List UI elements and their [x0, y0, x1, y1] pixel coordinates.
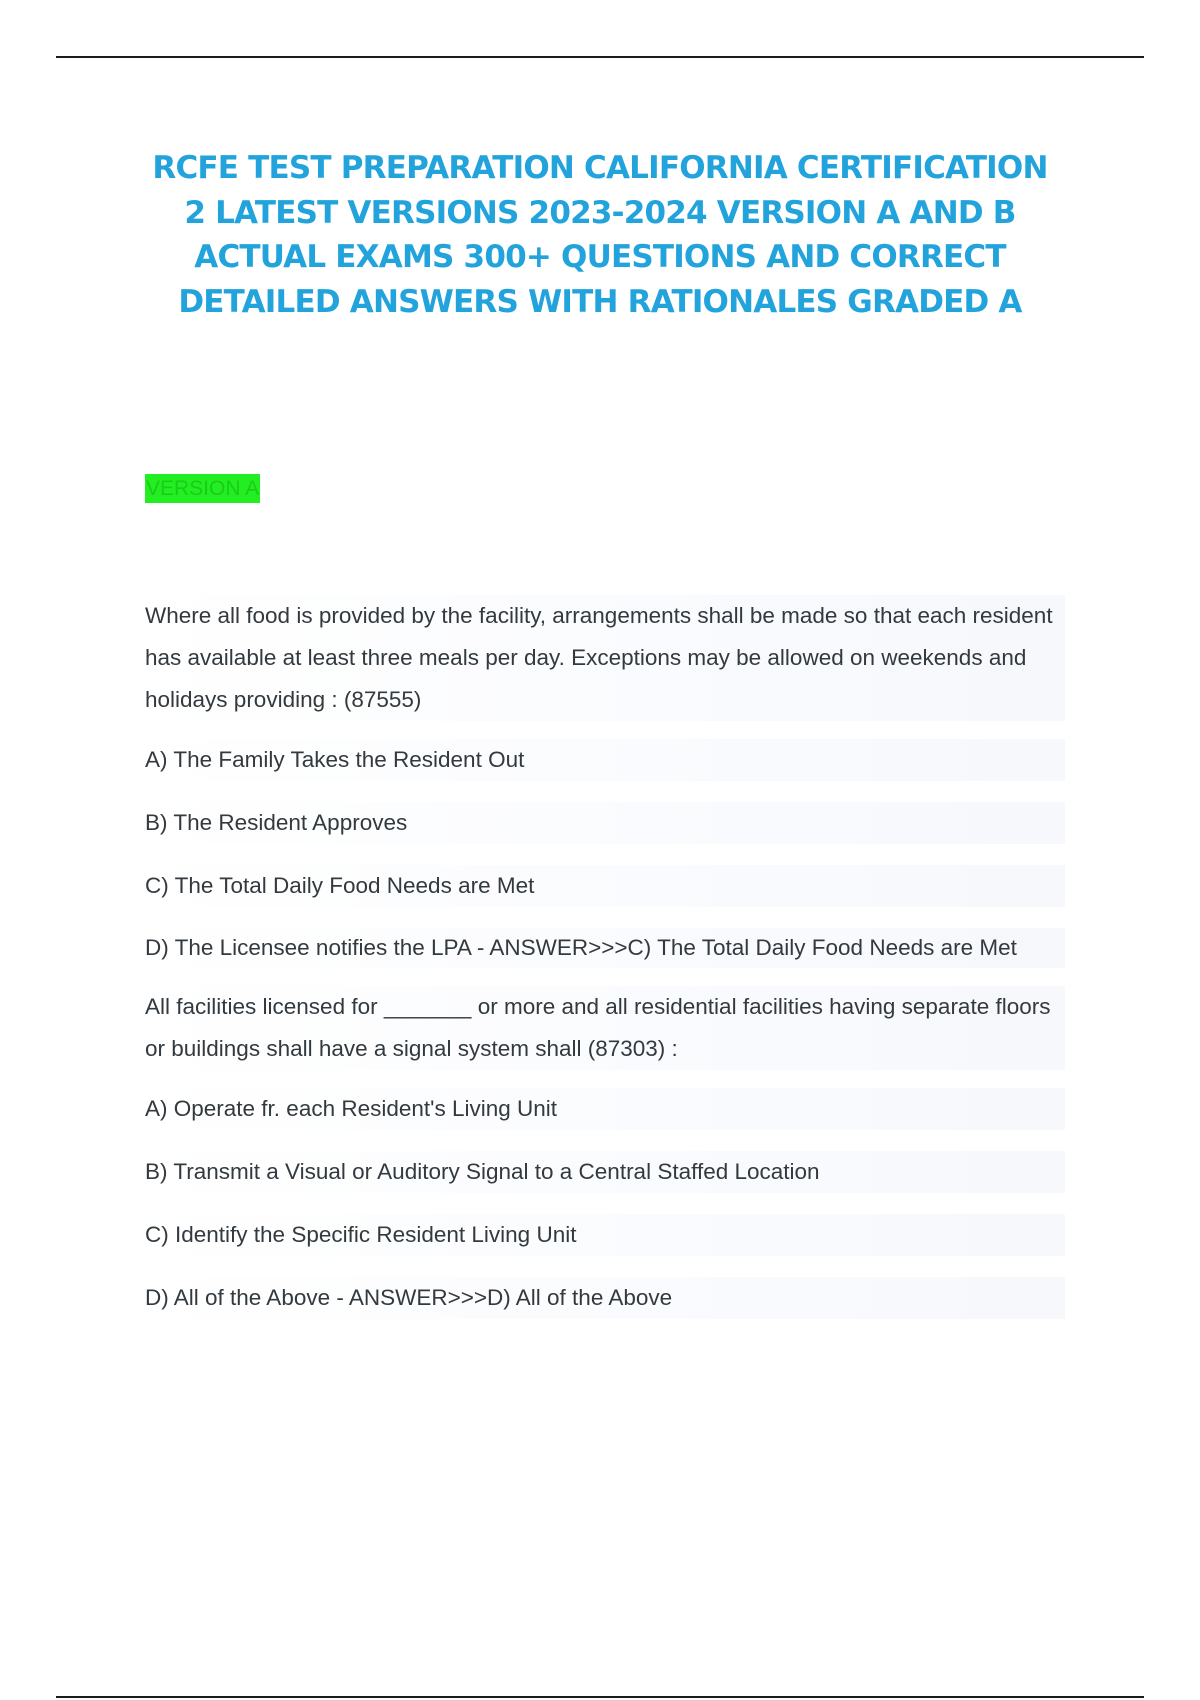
document-title: RCFE TEST PREPARATION CALIFORNIA CERTIFICATION 2 LATEST VERSIONS 2023-2024 VERSION A AND B ACTUAL EXAMS 300+ QUESTIONS AND CORRECT DETAILED ANSWERS WITH RATIONALES GRADED A	[152, 150, 1048, 320]
footer-rule	[56, 1696, 1144, 1698]
question-2-prompt: All facilities licensed for _______ or more and all residential facilities having separate floors or buildings shall have a signal system shall (87303) :	[145, 986, 1065, 1070]
version-label: VERSION A	[145, 474, 260, 503]
question-1-option-b: B) The Resident Approves	[145, 802, 1065, 844]
question-1-option-c: C) The Total Daily Food Needs are Met	[145, 865, 1065, 907]
question-2-option-b: B) Transmit a Visual or Auditory Signal to a Central Staffed Location	[145, 1151, 1065, 1193]
question-2-option-c: C) Identify the Specific Resident Living Unit	[145, 1214, 1065, 1256]
document-body	[145, 595, 1065, 1319]
question-1-option-a: A) The Family Takes the Resident Out	[145, 739, 1065, 781]
header-rule	[56, 56, 1144, 58]
question-1-prompt: Where all food is provided by the facility, arrangements shall be made so that each resident has available at least three meals per day. Exceptions may be allowed on weekends and holidays providing : (87555)	[145, 595, 1065, 721]
question-2-option-d: D) All of the Above - ANSWER>>>D) All of the Above	[145, 1277, 1065, 1319]
question-1-option-d: D) The Licensee notifies the LPA - ANSWER>>>C) The Total Daily Food Needs are Met	[145, 928, 1065, 968]
question-2-option-a: A) Operate fr. each Resident's Living Unit	[145, 1088, 1065, 1130]
